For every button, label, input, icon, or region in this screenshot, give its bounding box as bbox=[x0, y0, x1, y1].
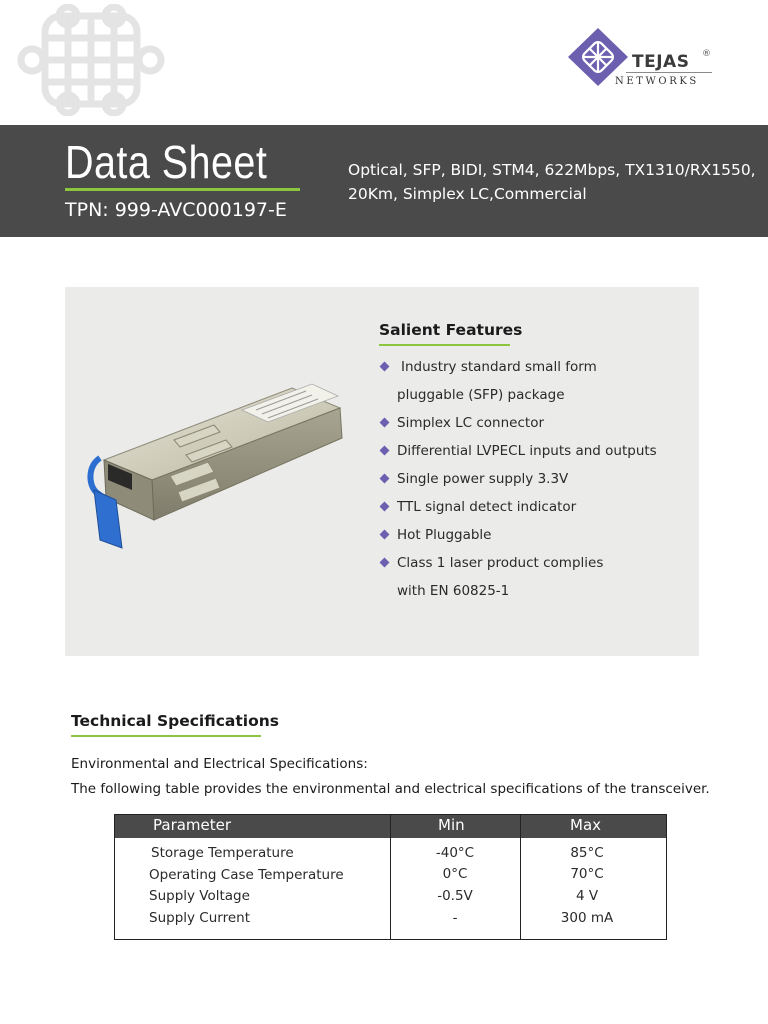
list-item bbox=[379, 465, 689, 493]
salient-features-underline bbox=[379, 344, 510, 346]
table-cell-max: 4 V bbox=[575, 888, 599, 904]
specifications-intro-text: The following table provides the environmental and electrical specifications of the transceiver. bbox=[71, 781, 710, 797]
table-cell-max: 85°C bbox=[570, 845, 604, 861]
salient-features-list bbox=[379, 353, 689, 605]
brand-name: TEJAS bbox=[632, 52, 690, 72]
sfp-transceiver-image bbox=[86, 380, 348, 552]
list-item bbox=[379, 493, 689, 521]
table-cell-max: 70°C bbox=[570, 866, 604, 882]
table-cell-min: 0°C bbox=[442, 866, 468, 882]
feature-text: TTL signal detect indicator bbox=[397, 499, 577, 515]
diamond-bullet-icon bbox=[380, 530, 390, 540]
list-item bbox=[379, 437, 689, 465]
product-description-line-2: 20Km, Simplex LC,Commercial bbox=[348, 185, 587, 203]
decorative-knot-pattern bbox=[10, 4, 172, 116]
table-cell-max: 300 mA bbox=[560, 910, 614, 926]
feature-text: Class 1 laser product complies bbox=[397, 555, 604, 571]
diamond-bullet-icon bbox=[380, 558, 390, 568]
page-title: Data Sheet bbox=[65, 136, 268, 188]
list-item bbox=[379, 353, 689, 409]
brand-subtitle: NETWORKS bbox=[615, 76, 699, 87]
title-underline bbox=[65, 188, 300, 191]
diamond-bullet-icon bbox=[380, 418, 390, 428]
part-number: TPN: 999-AVC000197-E bbox=[65, 199, 287, 221]
table-cell-parameter: Operating Case Temperature bbox=[149, 867, 344, 883]
list-item bbox=[379, 409, 689, 437]
table-cell-parameter: Supply Voltage bbox=[149, 888, 250, 904]
feature-text: Differential LVPECL inputs and outputs bbox=[397, 443, 657, 459]
table-cell-min: -40°C bbox=[435, 845, 475, 861]
list-item bbox=[379, 521, 689, 549]
diamond-bullet-icon bbox=[380, 362, 390, 372]
table-cell-parameter: Storage Temperature bbox=[151, 845, 294, 861]
feature-text: Single power supply 3.3V bbox=[397, 471, 569, 487]
product-description bbox=[348, 158, 758, 206]
brand-divider bbox=[626, 72, 712, 73]
brand-registered-mark: ® bbox=[702, 49, 711, 59]
feature-text: Industry standard small form bbox=[401, 359, 597, 375]
technical-specifications-underline bbox=[71, 735, 261, 737]
column-header-max: Max bbox=[570, 816, 602, 834]
feature-text: Hot Pluggable bbox=[397, 527, 492, 543]
list-item bbox=[379, 549, 689, 605]
feature-text: pluggable (SFP) package bbox=[397, 387, 565, 403]
product-description-line-1: Optical, SFP, BIDI, STM4, 622Mbps, TX1310/RX1550, bbox=[348, 161, 756, 179]
feature-text: with EN 60825-1 bbox=[397, 583, 510, 599]
table-cell-min: - bbox=[452, 910, 458, 926]
diamond-bullet-icon bbox=[380, 502, 390, 512]
specifications-table bbox=[114, 814, 667, 940]
environmental-electrical-subheading: Environmental and Electrical Specifications: bbox=[71, 756, 368, 772]
diamond-bullet-icon bbox=[380, 474, 390, 484]
table-cell-min: -0.5V bbox=[437, 888, 473, 904]
column-header-min: Min bbox=[438, 816, 465, 834]
column-divider bbox=[520, 815, 521, 939]
feature-text: Simplex LC connector bbox=[397, 415, 545, 431]
column-header-parameter: Parameter bbox=[153, 816, 232, 834]
salient-features-heading: Salient Features bbox=[379, 321, 523, 339]
technical-specifications-heading: Technical Specifications bbox=[71, 712, 279, 730]
diamond-bullet-icon bbox=[380, 446, 390, 456]
table-cell-parameter: Supply Current bbox=[149, 910, 250, 926]
